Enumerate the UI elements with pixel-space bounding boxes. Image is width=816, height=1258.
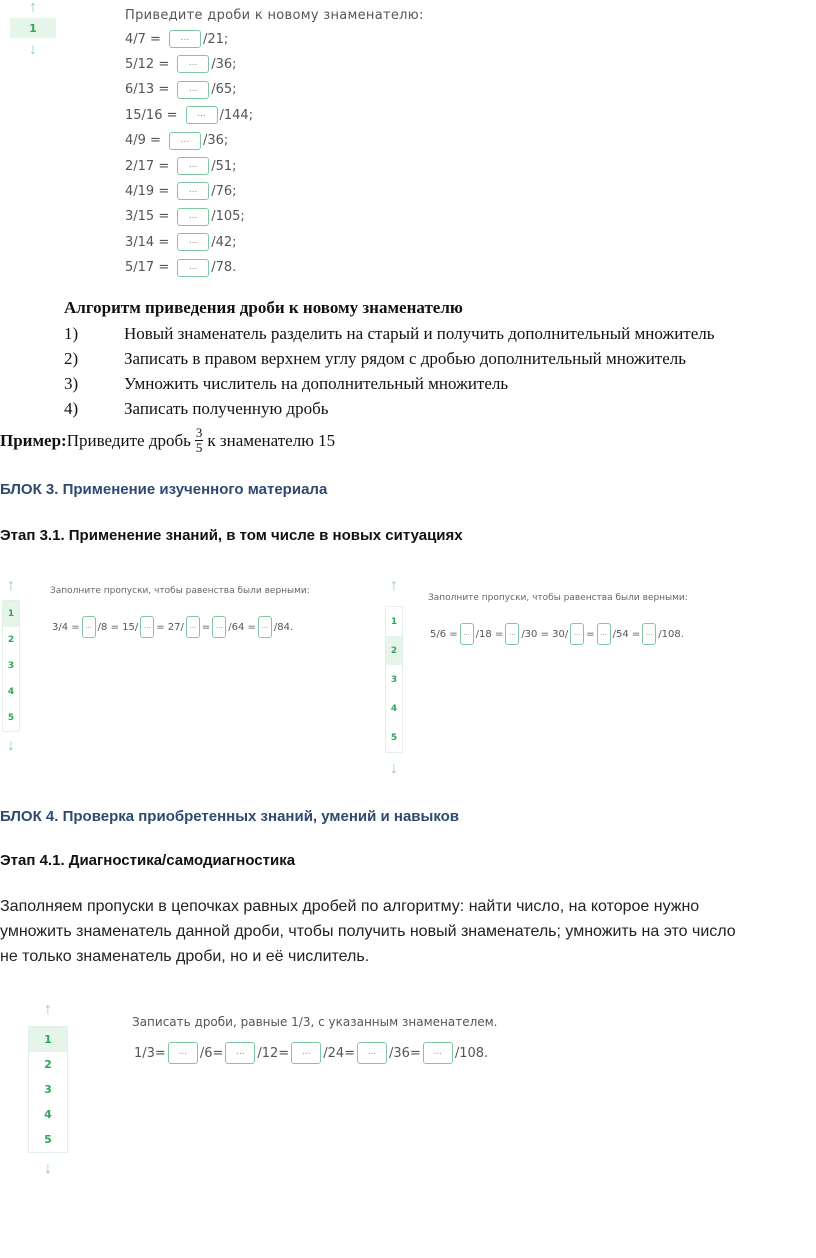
block-4-paragraph <box>0 894 736 969</box>
widget-1-row <box>125 132 228 150</box>
blank-input[interactable]: ... <box>177 55 209 73</box>
widget-4-nav-list <box>28 1026 68 1153</box>
blank-input[interactable]: ... <box>177 208 209 226</box>
fraction-left: 3/14 = <box>125 234 170 250</box>
fraction-denominator: 5 <box>195 440 203 455</box>
fraction-right: /76; <box>211 183 237 199</box>
nav-item-1[interactable]: 1 <box>10 18 56 38</box>
step-number: 1) <box>64 324 79 343</box>
fraction-left: 6/13 = <box>125 82 170 98</box>
fraction-left: 5/12 = <box>125 56 170 72</box>
fraction-left: 5/17 = <box>125 260 170 276</box>
step-number: 2) <box>64 349 79 368</box>
blank-input[interactable]: ... <box>169 132 201 150</box>
step-text: Записать полученную дробь <box>124 399 329 418</box>
widget-2-equation <box>50 616 295 638</box>
fraction-right: /78. <box>211 260 237 276</box>
nav-item-2[interactable]: 2 <box>386 636 402 665</box>
blank-input[interactable]: ... <box>357 1042 387 1064</box>
equation-part: = 27/ <box>156 621 184 633</box>
fraction-left: 3/15 = <box>125 209 170 225</box>
nav-item-3[interactable]: 3 <box>7 661 15 671</box>
blank-input[interactable]: ... <box>177 233 209 251</box>
widget-2-nav-list <box>2 600 20 732</box>
equation-part: /84. <box>273 621 294 633</box>
fraction-right: /105; <box>211 209 245 225</box>
widget-3-title: Заполните пропуски, чтобы равенства были верными: <box>428 593 688 603</box>
blank-input[interactable]: ... <box>597 623 611 645</box>
blank-input[interactable]: ... <box>460 623 474 645</box>
arrow-down-icon[interactable]: ↓ <box>29 41 37 58</box>
fraction-right: /144; <box>219 107 254 123</box>
example-text: Приведите дробь <box>66 430 191 450</box>
example-tail: к знаменателю 15 <box>207 430 336 450</box>
paragraph-line: Заполняем пропуски в цепочках равных дробей по алгоритму: найти число, на которое нужно <box>0 898 700 915</box>
widget-3-nav-list <box>385 606 403 753</box>
equation-part: = <box>586 628 595 640</box>
blank-input[interactable]: ... <box>82 616 96 638</box>
blank-input[interactable]: ... <box>177 182 209 200</box>
block-3-title: БЛОК 3. Применение изученного материала <box>0 481 328 498</box>
widget-1-row <box>125 157 237 175</box>
nav-item-4[interactable]: 4 <box>7 687 15 697</box>
nav-item-2[interactable]: 2 <box>44 1058 52 1071</box>
fraction-left: 15/16 = <box>125 107 178 123</box>
arrow-up-icon[interactable]: ↑ <box>390 577 398 594</box>
equation-part: /6= <box>199 1045 224 1061</box>
widget-4-nav <box>28 1002 68 1183</box>
nav-item-3[interactable]: 3 <box>390 674 398 685</box>
step-text: Новый знаменатель разделить на старый и получить дополнительный множитель <box>124 324 715 343</box>
algorithm-title: Алгоритм приведения дроби к новому знаменателю <box>64 298 463 317</box>
arrow-up-icon[interactable]: ↑ <box>44 1001 52 1018</box>
equation-part: /30 = 30/ <box>521 628 569 640</box>
equation-part: /18 = <box>475 628 504 640</box>
equation-part: /54 = <box>612 628 641 640</box>
example-line <box>0 426 335 455</box>
blank-input[interactable]: ... <box>186 616 200 638</box>
widget-2-title: Заполните пропуски, чтобы равенства были верными: <box>50 586 310 596</box>
paragraph-line: не только знаменатель дроби, но и её числитель. <box>0 948 370 965</box>
blank-input[interactable]: ... <box>168 1042 198 1064</box>
stage-3-1-title: Этап 3.1. Применение знаний, в том числе в новых ситуациях <box>0 527 463 544</box>
nav-item-3[interactable]: 3 <box>44 1083 52 1096</box>
blank-input[interactable]: ... <box>140 616 154 638</box>
arrow-up-icon[interactable]: ↑ <box>29 0 37 16</box>
block-4-title: БЛОК 4. Проверка приобретенных знаний, умений и навыков <box>0 808 460 825</box>
widget-1-row <box>125 55 237 73</box>
widget-2-nav <box>2 578 20 760</box>
blank-input[interactable]: ... <box>177 259 209 277</box>
arrow-down-icon[interactable]: ↓ <box>7 737 15 754</box>
arrow-down-icon[interactable]: ↓ <box>390 760 398 777</box>
fraction-left: 4/9 = <box>125 133 161 149</box>
equation-part: 1/3= <box>134 1045 166 1061</box>
blank-input[interactable]: ... <box>570 623 584 645</box>
widget-1-row <box>125 182 237 200</box>
equation-part: 5/6 = <box>430 628 458 640</box>
fraction-right: /21; <box>202 31 229 47</box>
widget-4-equation <box>132 1042 490 1064</box>
blank-input[interactable]: ... <box>212 616 226 638</box>
paragraph-line: умножить знаменатель данной дроби, чтобы получить новый знаменатель; умножить на это число <box>0 923 736 940</box>
blank-input[interactable]: ... <box>186 106 218 124</box>
step-number: 3) <box>64 374 79 393</box>
widget-3-nav <box>385 578 403 783</box>
equation-part: /8 = 15/ <box>97 621 139 633</box>
nav-item-1[interactable]: 1 <box>29 1027 67 1052</box>
widget-1-title: Приведите дроби к новому знаменателю: <box>125 8 424 23</box>
nav-item-2[interactable]: 2 <box>7 635 15 645</box>
equation-part: /108. <box>658 628 684 640</box>
example-fraction <box>195 426 204 455</box>
equation-part: /12= <box>257 1045 290 1061</box>
fraction-left: 2/17 = <box>125 158 170 174</box>
widget-1-row <box>125 30 228 48</box>
blank-input[interactable]: ... <box>169 30 201 48</box>
nav-item-4[interactable]: 4 <box>390 703 398 714</box>
widget-4-title: Записать дроби, равные 1/3, с указанным знаменателем. <box>132 1015 498 1029</box>
equation-part: /64 = <box>228 621 256 633</box>
fraction-right: /65; <box>211 82 237 98</box>
nav-item-4[interactable]: 4 <box>44 1108 52 1121</box>
step-text: Умножить числитель на дополнительный множитель <box>124 374 509 393</box>
nav-item-1[interactable]: 1 <box>390 616 398 627</box>
example-label: Пример: <box>0 430 67 450</box>
blank-input[interactable]: ... <box>258 616 272 638</box>
fraction-right: /51; <box>211 158 237 174</box>
arrow-up-icon[interactable]: ↑ <box>7 577 15 594</box>
blank-input[interactable]: ... <box>225 1042 255 1064</box>
widget-1-row <box>125 208 245 226</box>
blank-input[interactable]: ... <box>177 157 209 175</box>
nav-item-1[interactable]: 1 <box>3 601 19 627</box>
fraction-numerator: 3 <box>195 425 203 440</box>
widget-1-row <box>125 233 237 251</box>
blank-input[interactable]: ... <box>505 623 519 645</box>
fraction-left: 4/7 = <box>125 31 161 47</box>
fraction-right: /36; <box>202 133 229 149</box>
blank-input[interactable]: ... <box>642 623 656 645</box>
equation-part: = <box>201 621 211 633</box>
blank-input[interactable]: ... <box>291 1042 321 1064</box>
nav-item-5[interactable]: 5 <box>44 1133 52 1146</box>
blank-input[interactable]: ... <box>423 1042 453 1064</box>
fraction-right: /36; <box>211 56 237 72</box>
widget-3-equation <box>428 623 686 645</box>
fraction-left: 4/19 = <box>125 183 170 199</box>
stage-4-1-title: Этап 4.1. Диагностика/самодиагностика <box>0 852 296 869</box>
widget-1-nav <box>10 0 56 60</box>
step-number: 4) <box>64 399 79 418</box>
widget-1-row <box>125 106 253 124</box>
nav-item-5[interactable]: 5 <box>7 713 15 723</box>
step-text: Записать в правом верхнем углу рядом с дробью дополнительный множитель <box>124 349 687 368</box>
blank-input[interactable]: ... <box>177 81 209 99</box>
equation-part: /36= <box>389 1045 421 1061</box>
nav-item-5[interactable]: 5 <box>390 732 398 743</box>
fraction-right: /42; <box>211 234 237 250</box>
equation-part: 3/4 = <box>52 621 80 633</box>
widget-1-row <box>125 259 236 277</box>
equation-part: /24= <box>323 1045 356 1061</box>
widget-1-row <box>125 81 237 99</box>
equation-part: /108. <box>454 1045 489 1061</box>
arrow-down-icon[interactable]: ↓ <box>44 1160 52 1177</box>
